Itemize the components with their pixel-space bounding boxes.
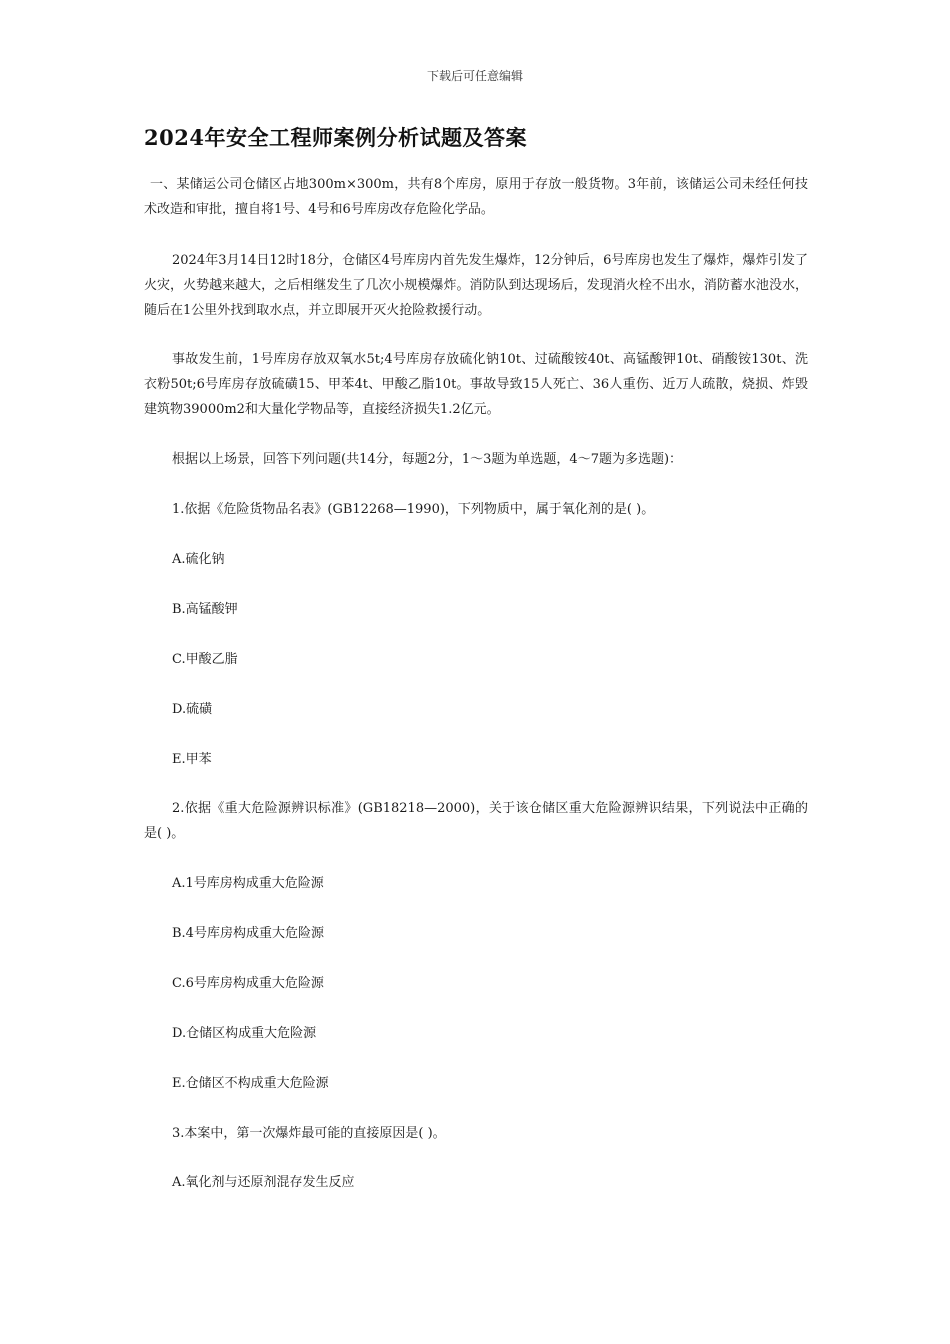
document-title: 2024年安全工程师案例分析试题及答案 <box>144 125 527 150</box>
question-1-option-e: E.甲苯 <box>172 752 212 767</box>
paragraph: 2024年3月14日12时18分，仓储区4号库房内首先发生爆炸，12分钟后，6号库房也发生了爆炸，爆炸引发了火灾，火势越来越大，之后相继发生了几次小规模爆炸。消防队到达现场后，发现消火栓不出水，消防蓄水池没水，随后在1公里外找到取水点，并立即展开灭火抢险救援行动。 <box>144 253 808 318</box>
instructions-paragraph <box>144 447 808 472</box>
question-2-option-c: C.6号库房构成重大危险源 <box>172 976 324 991</box>
question-1-option-d: D.硫磺 <box>172 702 213 717</box>
question-2-stem <box>144 796 808 846</box>
question-1-option-b: B.高锰酸钾 <box>172 602 238 617</box>
header-note: 下载后可任意编辑 <box>426 69 523 83</box>
question-stem: 2.依据《重大危险源辨识标准》(GB18218—2000)，关于该仓储区重大危险源辨识结果，下列说法中正确的是( )。 <box>144 801 808 841</box>
question-stem: 3.本案中，第一次爆炸最可能的直接原因是( )。 <box>172 1126 446 1141</box>
question-2-option-a: A.1号库房构成重大危险源 <box>172 876 324 891</box>
scenario-paragraph-3 <box>144 347 808 422</box>
paragraph: 一、某储运公司仓储区占地300m×300m，共有8个库房，原用于存放一般货物。3年前，该储运公司未经任何技术改造和审批，擅自将1号、4号和6号库房改存危险化学品。 <box>144 177 808 217</box>
question-1-option-c: C.甲酸乙脂 <box>172 652 238 667</box>
question-2-option-d: D.仓储区构成重大危险源 <box>172 1026 317 1041</box>
question-3-stem <box>144 1121 808 1146</box>
scenario-paragraph-1 <box>144 172 808 222</box>
question-2-option-b: B.4号库房构成重大危险源 <box>172 926 324 941</box>
scenario-paragraph-2 <box>144 248 808 323</box>
paragraph: 事故发生前，1号库房存放双氧水5t;4号库房存放硫化钠10t、过硫酸铵40t、高锰酸钾10t、硝酸铵130t、洗衣粉50t;6号库房存放硫磺15、甲苯4t、甲酸乙脂10t。事故导致15人死亡、36人重伤、近万人疏散，烧损、炸毁建筑物39000m2和大量化学物品等，直接经济损失1.2亿元。 <box>144 352 808 417</box>
question-stem: 1.依据《危险货物品名表》(GB12268—1990)，下列物质中，属于氧化剂的是( )。 <box>172 502 655 517</box>
question-1-stem <box>144 497 808 522</box>
question-1-option-a: A.硫化钠 <box>172 552 225 567</box>
question-2-option-e: E.仓储区不构成重大危险源 <box>172 1076 329 1091</box>
paragraph: 根据以上场景，回答下列问题(共14分，每题2分，1～3题为单选题，4～7题为多选题)： <box>172 452 683 467</box>
question-3-option-a: A.氧化剂与还原剂混存发生反应 <box>172 1175 355 1190</box>
